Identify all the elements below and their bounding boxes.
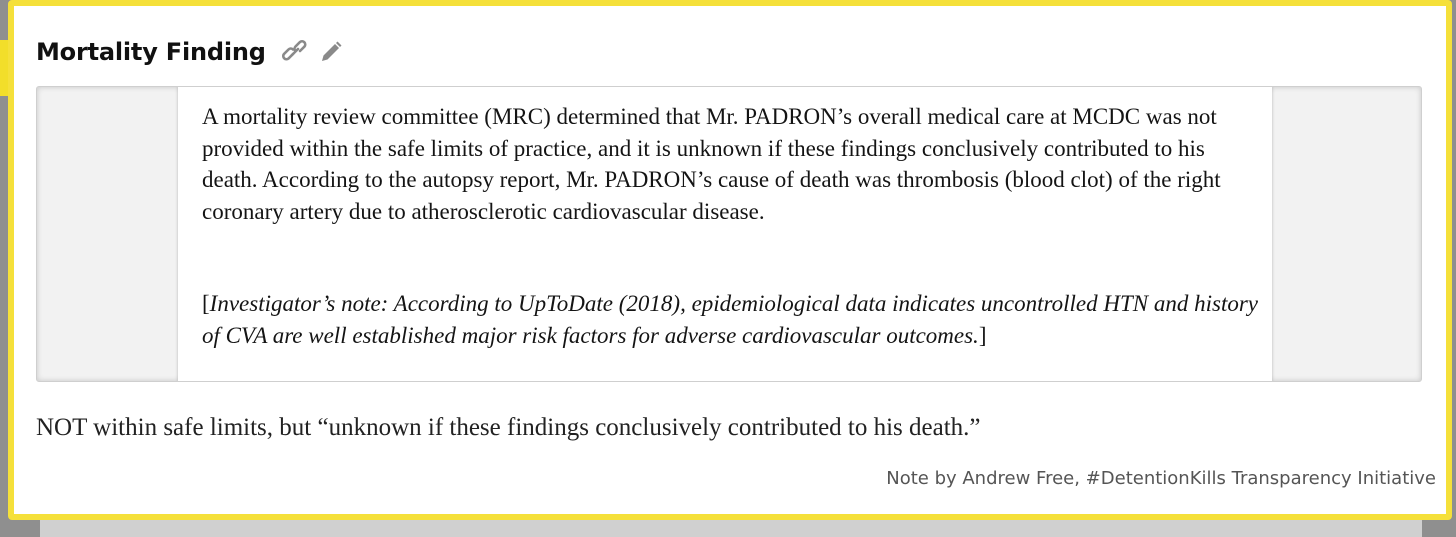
note-title: Mortality Finding — [36, 38, 266, 66]
link-icon[interactable] — [280, 37, 310, 67]
note-card — [8, 0, 1452, 520]
annotation-text: NOT within safe limits, but “unknown if these findings conclusively contributed to his death.” — [36, 414, 981, 441]
pencil-icon[interactable] — [316, 37, 346, 67]
document-page-excerpt — [178, 87, 1272, 381]
investigator-note — [202, 288, 1264, 351]
note-bracket-open: [ — [202, 291, 210, 316]
note-bracket-close: ] — [978, 322, 987, 348]
note-attribution: Note by Andrew Free, #DetentionKills Transparency Initiative — [886, 468, 1436, 489]
excerpt-paragraph: A mortality review committee (MRC) determined that Mr. PADRON’s overall medical care at MCDC was not provided within the safe limits of practice, and it is unknown if these findings conclusively contributed to his death. According to the autopsy report, Mr. PADRON’s cause of death was thrombosis (blood clot) of the right coronary artery due to atherosclerotic cardiovascular disease. — [202, 104, 1221, 224]
investigator-note-text: Investigator’s note: According to UpToDate (2018), epidemiological data indicates uncontrolled HTN and history of CVA are well established major risk factors for adverse cardiovascular outcomes. — [202, 291, 1259, 348]
document-excerpt-viewer — [36, 86, 1422, 382]
note-header — [36, 32, 346, 72]
